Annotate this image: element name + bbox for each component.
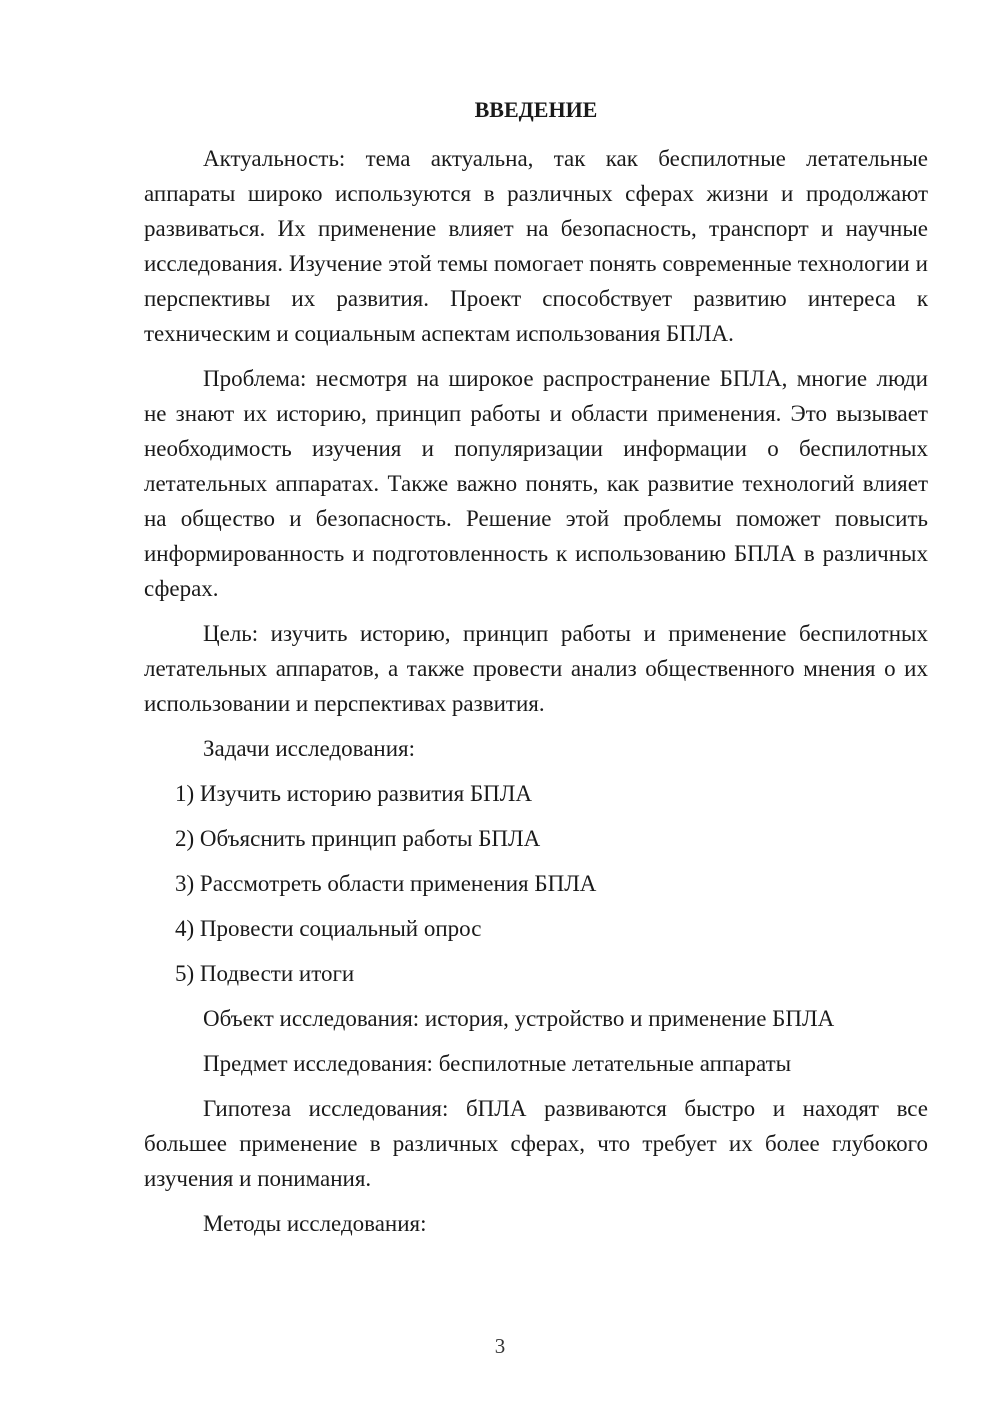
problem-paragraph: Проблема: несмотря на широкое распространение БПЛА, многие люди не знают их историю, принцип работы и области применения. Это вызывает необходимость изучения и популяризации информации о беспилотных летательных аппаратах. Также важно понять, как развитие технологий влияет на общество и безопасность. Решение этой проблемы поможет повысить информированность и подготовленность к использованию БПЛА в различных сферах. bbox=[144, 366, 928, 601]
object-paragraph: Объект исследования: история, устройство и применение БПЛА bbox=[203, 1006, 835, 1031]
goal-paragraph: Цель: изучить историю, принцип работы и применение беспилотных летательных аппаратов, а также провести анализ общественного мнения о их использовании и перспективах развития. bbox=[144, 621, 928, 716]
methods-heading: Методы исследования: bbox=[203, 1211, 427, 1236]
section-title: ВВЕДЕНИЕ bbox=[474, 97, 598, 122]
list-item: 2) Объяснить принцип работы БПЛА bbox=[175, 826, 541, 851]
list-item: 5) Подвести итоги bbox=[175, 961, 355, 986]
subject-paragraph: Предмет исследования: беспилотные летательные аппараты bbox=[203, 1051, 792, 1076]
tasks-list bbox=[144, 776, 928, 991]
relevance-paragraph: Актуальность: тема актуальна, так как беспилотные летательные аппараты широко используются в различных сферах жизни и продолжают развиваться. Их применение влияет на безопасность, транспорт и научные исследования. Изучение этой темы помогает понять современные технологии и перспективы их развития. Проект способствует развитию интереса к техническим и социальным аспектам использования БПЛА. bbox=[144, 146, 928, 346]
list-item: 4) Провести социальный опрос bbox=[175, 916, 482, 941]
hypothesis-paragraph: Гипотеза исследования: бПЛА развиваются быстро и находят все большее применение в различных сферах, что требует их более глубокого изучения и понимания. bbox=[144, 1096, 928, 1191]
list-item: 1) Изучить историю развития БПЛА bbox=[175, 781, 532, 806]
page-number: 3 bbox=[494, 1334, 506, 1358]
list-item: 3) Рассмотреть области применения БПЛА bbox=[175, 871, 597, 896]
document-body bbox=[144, 92, 928, 1251]
tasks-heading: Задачи исследования: bbox=[203, 736, 416, 761]
